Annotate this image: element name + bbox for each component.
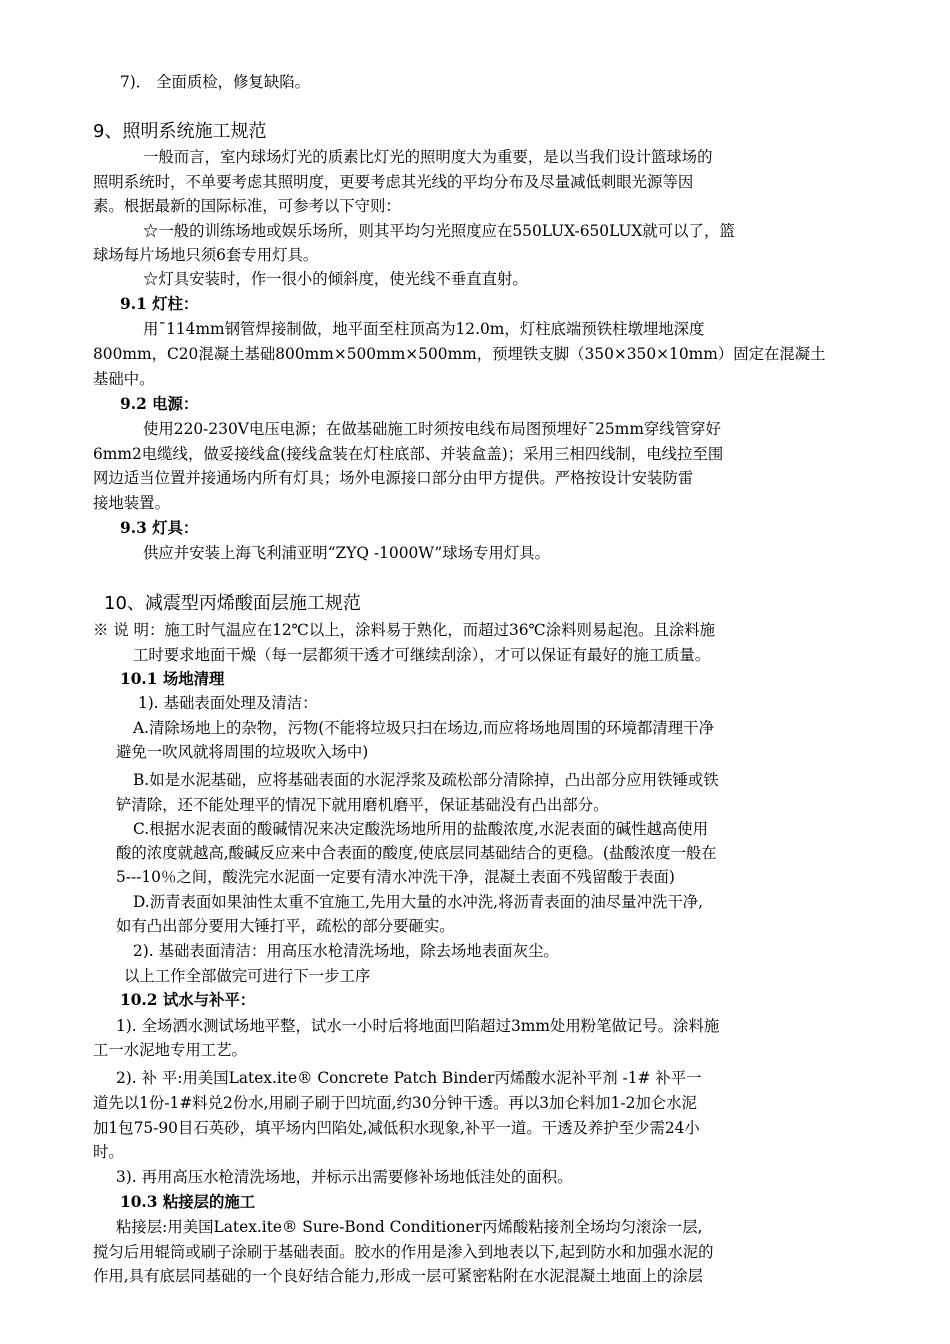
item-7-text: 7)． 全面质检，修复缺陷。 <box>120 73 310 91</box>
subsection-9-3-heading: 9.3 灯具： <box>120 519 199 537</box>
subsection-10-2-heading: 10.2 试水与补平： <box>120 991 256 1009</box>
subsection-10-1-A-line-1: A.清除场地上的杂物，污物(不能将垃圾只扫在场边,而应将场地周围的环境都清理干净 <box>133 719 714 737</box>
subsection-9-2-line-2: 6mm2电缆线，做妥接线盒(接线盒装在灯柱底部、并装盒盖)；采用三相四线制，电线拉至围 <box>93 445 724 463</box>
subsection-10-1-heading: 10.1 场地清理 <box>120 670 225 688</box>
subsection-9-2-line-1: 使用220-230V电压电源；在做基础施工时须按电线布局图预埋好¯25mm穿线管穿好 <box>143 420 721 438</box>
subsection-9-2-heading: 9.2 电源： <box>120 395 199 413</box>
section-9-rule-1-line-2: 球场每片场地只须6套专用灯具。 <box>93 246 319 264</box>
subsection-10-1-C-line-2: 酸的浓度就越高,酸碱反应来中合表面的酸度,使底层同基础结合的更稳。(盐酸浓度一般在 <box>116 844 717 862</box>
subsection-10-1-B-line-1: B.如是水泥基础，应将基础表面的水泥浮浆及疏松部分清除掉，凸出部分应用铁锤或铁 <box>133 771 719 789</box>
subsection-10-1-A-line-2: 避免一吹风就将周围的垃圾吹入场中) <box>116 743 369 761</box>
subsection-10-1-C-line-1: C.根据水泥表面的酸碱情况来决定酸洗场地所用的盐酸浓度,水泥表面的碱性越高使用 <box>133 820 709 838</box>
subsection-10-1-B-line-2: 铲清除，还不能处理平的情况下就用磨机磨平，保证基础没有凸出部分。 <box>116 796 609 814</box>
section-10-heading: 10、减震型丙烯酸面层施工规范 <box>104 593 361 614</box>
subsection-10-2-item-2-line-1: 2). 补 平:用美国Latex.ite® Concrete Patch Binder丙烯酸水泥补平剂 -1# 补平一 <box>116 1069 702 1087</box>
subsection-10-1-D-line-1: D.沥青表面如果油性太重不宜施工,先用大量的水冲洗,将沥青表面的油尽量冲洗干净, <box>133 893 704 911</box>
subsection-9-3-line-1: 供应并安装上海飞利浦亚明“ZYQ -1000W”球场专用灯具。 <box>143 544 550 562</box>
subsection-10-1-item-1: 1). 基础表面处理及清洁： <box>138 694 318 712</box>
subsection-9-2-line-3: 网边适当位置并接通场内所有灯具；场外电源接口部分由甲方提供。严格按设计安装防雷 <box>93 469 694 487</box>
subsection-10-3-line-3: 作用,具有底层同基础的一个良好结合能力,形成一层可紧密粘附在水泥混凝土地面上的涂层 <box>93 1267 704 1285</box>
section-9-rule-2: ☆灯具安装时，作一很小的倾斜度，使光线不垂直直射。 <box>143 270 528 288</box>
subsection-10-2-item-2-line-2: 道先以1份-1#料兑2份水,用刷子刷于凹坑面,约30分钟干透。再以3加仑料加1-2加仑水泥 <box>93 1094 697 1112</box>
subsection-10-1-D-line-2: 如有凸出部分要用大锤打平，疏松的部分要砸实。 <box>116 917 455 935</box>
subsection-9-1-line-2: 800mm，C20混凝土基础800mm×500mm×500mm，预埋铁支脚（350×350×10mm）固定在混凝土 <box>93 345 826 363</box>
section-9-intro-line-3: 素。根据最新的国际标准，可参考以下守则： <box>93 197 401 215</box>
subsection-9-1-heading: 9.1 灯柱： <box>120 295 199 313</box>
section-10-note-line-1: ※ 说 明：施工时气温应在12℃以上，涂料易于熟化，而超过36℃涂料则易起泡。且涂料施 <box>93 621 716 639</box>
subsection-10-2-item-2-line-4: 时。 <box>93 1143 124 1161</box>
section-10-note-line-2: 工时要求地面干燥（每一层都须干透才可继续刮涂），才可以保证有最好的施工质量。 <box>133 646 711 664</box>
subsection-10-3-line-2: 搅匀后用辊筒或刷子涂刷于基础表面。胶水的作用是渗入到地表以下,起到防水和加强水泥的 <box>93 1243 714 1261</box>
section-9-intro-line-1: 一般而言，室内球场灯光的质素比灯光的照明度大为重要，是以当我们设计篮球场的 <box>143 148 713 166</box>
subsection-10-3-line-1: 粘接层:用美国Latex.ite® Sure-Bond Conditioner丙烯酸粘接剂全场均匀滚涂一层, <box>116 1218 703 1236</box>
subsection-10-2-item-1-line-2: 工一水泥地专用工艺。 <box>93 1041 247 1059</box>
subsection-9-1-line-1: 用¯114mm钢管焊接制做，地平面至柱顶高为12.0m，灯柱底端预铁柱墩埋地深度 <box>143 320 705 338</box>
subsection-10-1-C-line-3: 5---10％之间，酸洗完水泥面一定要有清水冲洗干净，混凝土表面不残留酸于表面) <box>116 868 675 886</box>
subsection-10-3-heading: 10.3 粘接层的施工 <box>120 1193 256 1211</box>
subsection-9-1-line-3: 基础中。 <box>93 370 155 388</box>
subsection-10-1-item-2: 2). 基础表面清洁：用高压水枪清洗场地，除去场地表面灰尘。 <box>133 942 559 960</box>
subsection-9-2-line-4: 接地装置。 <box>93 494 170 512</box>
subsection-10-2-item-3: 3). 再用高压水枪清洗场地，并标示出需要修补场地低洼处的面积。 <box>116 1168 573 1186</box>
subsection-10-2-item-2-line-3: 加1包75-90目石英砂，填平场内凹陷处,减低积水现象,补平一道。干透及养护至少需24小 <box>93 1119 700 1137</box>
section-9-rule-1-line-1: ☆一般的训练场地或娱乐场所，则其平均匀光照度应在550LUX-650LUX就可以了，篮 <box>143 222 735 240</box>
section-9-heading: 9、照明系统施工规范 <box>93 121 267 142</box>
subsection-10-2-item-1-line-1: 1). 全场洒水测试场地平整，试水一小时后将地面凹陷超过3mm处用粉笔做记号。涂料施 <box>116 1017 720 1035</box>
section-9-intro-line-2: 照明系统时，不单要考虑其照明度，更要考虑其光线的平均分布及尽量减低刺眼光源等因 <box>93 173 694 191</box>
subsection-10-1-end: 以上工作全部做完可进行下一步工序 <box>124 967 371 985</box>
